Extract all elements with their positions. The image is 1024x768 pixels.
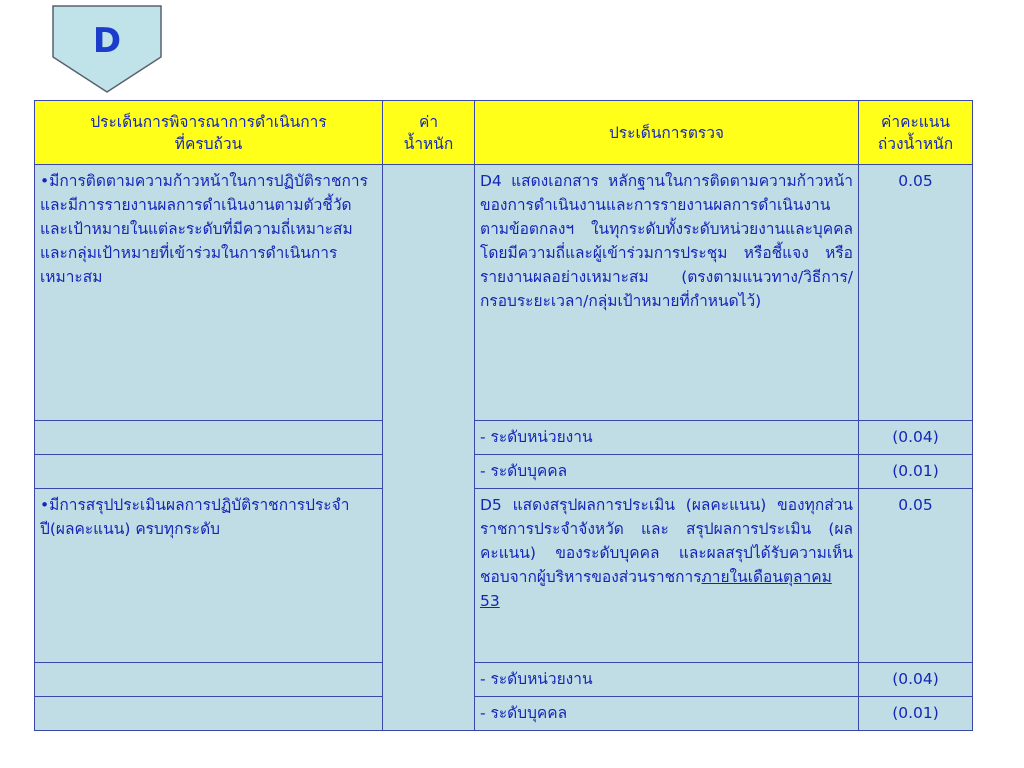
section-marker (52, 5, 162, 93)
table-row-d4 (35, 165, 973, 421)
table-row-d4-unit (35, 421, 973, 455)
weight-cell (383, 165, 475, 731)
consideration-cell-empty (35, 663, 383, 697)
table-row-d5-person (35, 697, 973, 731)
consideration-cell-empty (35, 455, 383, 489)
inspection-cell-d5: D5 แสดงสรุปผลการประเมิน (ผลคะแนน) ของทุกส่วนราชการประจำจังหวัด และ สรุปผลการประเมิน (ผลคะแนน) ของระดับบุคคล และผลสรุปได้รับความเห็นชอบจากผู้บริหารของส่วนราชการภายในเดือนตุลาคม 53 (475, 489, 859, 663)
table-row-d4-person (35, 455, 973, 489)
score-cell-d5: 0.05 (859, 489, 973, 663)
header-row (35, 101, 973, 165)
deadline-text: ภายในเดือนตุลาคม 53 (480, 568, 832, 610)
subrow-label: - ระดับบุคคล (475, 697, 859, 731)
consideration-cell-empty (35, 697, 383, 731)
consideration-cell-1: • มีการติดตามความก้าวหน้าในการปฏิบัติราชการและมีการรายงานผลการดำเนินงานตามตัวชี้วัดและเป้าหมายในแต่ละระดับที่มีความถี่เหมาะสมและกลุ่มเป้าหมายที่เข้าร่วมในการดำเนินการเหมาะสม (35, 165, 383, 421)
subrow-score: (0.01) (859, 697, 973, 731)
subrow-label: - ระดับหน่วยงาน (475, 421, 859, 455)
table-row-d5 (35, 489, 973, 663)
score-cell-d4: 0.05 (859, 165, 973, 421)
header-score: ค่าคะแนน ถ่วงน้ำหนัก (859, 101, 973, 165)
subrow-label: - ระดับหน่วยงาน (475, 663, 859, 697)
subrow-label: - ระดับบุคคล (475, 455, 859, 489)
table-row-d5-unit (35, 663, 973, 697)
section-letter: D (92, 21, 122, 61)
consideration-cell-empty (35, 421, 383, 455)
subrow-score: (0.04) (859, 421, 973, 455)
header-inspection: ประเด็นการตรวจ (475, 101, 859, 165)
evaluation-table (34, 100, 973, 731)
subrow-score: (0.04) (859, 663, 973, 697)
inspection-cell-d4: D4 แสดงเอกสาร หลักฐานในการติดตามความก้าวหน้าของการดำเนินงานและการรายงานผลการดำเนินงานตามข้อตกลงฯ ในทุกระดับทั้งระดับหน่วยงานและบุคคล โดยมีความถี่และผู้เข้าร่วมการประชุม หรือชี้แจง หรือรายงานผลอย่างเหมาะสม (ตรงตามแนวทาง/วิธีการ/กรอบระยะเวลา/กลุ่มเป้าหมายที่กำหนดไว้) (475, 165, 859, 421)
header-weight: ค่า น้ำหนัก (383, 101, 475, 165)
subrow-score: (0.01) (859, 455, 973, 489)
consideration-cell-2: • มีการสรุปประเมินผลการปฏิบัติราชการประจำปี(ผลคะแนน) ครบทุกระดับ (35, 489, 383, 663)
header-consideration: ประเด็นการพิจารณาการดำเนินการ ที่ครบถ้วน (35, 101, 383, 165)
